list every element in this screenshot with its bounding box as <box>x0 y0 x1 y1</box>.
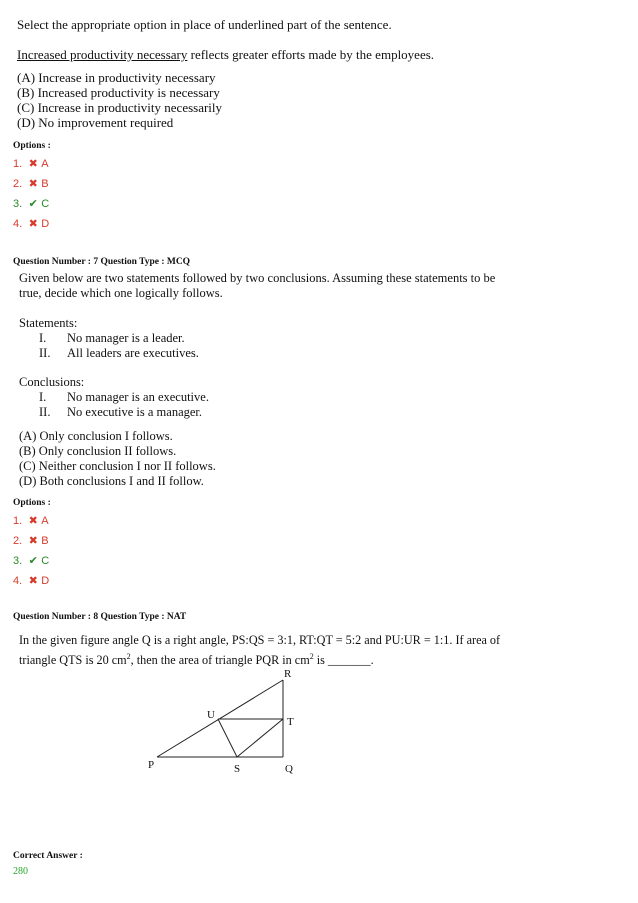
q7-statement-1: No manager is a leader. <box>67 331 185 345</box>
q8-line2-part-c: is <box>313 653 325 668</box>
option-letter: C <box>41 198 50 210</box>
option-letter: A <box>41 158 49 170</box>
cross-icon: ✖ <box>28 218 38 230</box>
q8-correct-answer-value: 280 <box>13 866 28 877</box>
q7-statement-2: All leaders are executives. <box>67 346 199 360</box>
option-letter: C <box>41 555 50 567</box>
check-icon: ✔ <box>28 198 38 210</box>
q6-choice-b: (B) Increased productivity is necessary <box>17 85 220 100</box>
label-t: T <box>287 716 294 728</box>
q8-line2-part-a: triangle QTS is 20 cm <box>19 653 127 668</box>
cross-icon: ✖ <box>28 158 38 170</box>
q8-text-line1: In the given figure angle Q is a right angle, PS:QS = 3:1, RT:QT = 5:2 and PU:UR = 1:1. If area of <box>19 633 501 647</box>
cross-icon: ✖ <box>28 535 38 547</box>
option-number: 1. <box>13 158 23 170</box>
q8-answer-blank: _______ <box>327 653 371 668</box>
check-icon: ✔ <box>28 555 38 567</box>
option-letter: B <box>41 535 49 547</box>
q7-statements-label: Statements: <box>19 316 78 330</box>
option-number: 3. <box>13 555 23 567</box>
label-q: Q <box>285 763 293 775</box>
option-number: 3. <box>13 198 23 210</box>
option-number: 2. <box>13 535 23 547</box>
q8-line2-end: . <box>370 653 374 668</box>
option-letter: D <box>41 575 50 587</box>
q7-statement-num-1: I. <box>39 331 47 345</box>
segment-st <box>237 719 283 757</box>
q6-underlined-part: Increased productivity necessary <box>17 47 188 62</box>
option-letter: A <box>41 515 49 527</box>
segment-us <box>218 719 237 757</box>
cross-icon: ✖ <box>28 575 38 587</box>
label-p: P <box>148 759 155 771</box>
option-number: 1. <box>13 515 23 527</box>
q7-choice-d: (D) Both conclusions I and II follow. <box>19 474 204 488</box>
q7-header: Question Number : 7 Question Type : MCQ <box>13 257 191 267</box>
q7-choice-c: (C) Neither conclusion I nor II follows. <box>19 459 216 473</box>
label-r: R <box>284 668 292 680</box>
q7-choice-a: (A) Only conclusion I follows. <box>19 429 173 443</box>
label-s: S <box>234 763 241 775</box>
cross-icon: ✖ <box>28 178 38 190</box>
q7-conclusion-num-1: I. <box>39 390 47 404</box>
q8-header: Question Number : 8 Question Type : NAT <box>13 612 187 622</box>
q7-text-line1: Given below are two statements followed by two conclusions. Assuming these statements to be <box>19 271 496 285</box>
q6-sentence-rest: reflects greater efforts made by the employees. <box>187 47 435 62</box>
option-number: 2. <box>13 178 23 190</box>
q8-correct-answer-label: Correct Answer : <box>13 851 83 861</box>
q7-text-line2: true, decide which one logically follows. <box>19 286 223 300</box>
q8-line2-part-b: , then the area of triangle PQR in cm <box>130 653 310 668</box>
q8-superscript-2: 2 <box>309 652 314 661</box>
label-u: U <box>207 709 215 721</box>
cross-icon: ✖ <box>28 515 38 527</box>
q6-options-label: Options : <box>13 141 51 151</box>
option-letter: B <box>41 178 49 190</box>
q6-instruction: Select the appropriate option in place of underlined part of the sentence. <box>17 17 392 32</box>
q7-conclusion-2: No executive is a manager. <box>67 405 203 419</box>
q7-conclusion-num-2: II. <box>39 405 51 419</box>
q7-conclusions-label: Conclusions: <box>19 375 85 389</box>
option-letter: D <box>41 218 50 230</box>
q7-statement-num-2: II. <box>39 346 51 360</box>
q7-conclusion-1: No manager is an executive. <box>67 390 209 404</box>
q7-choice-b: (B) Only conclusion II follows. <box>19 444 177 458</box>
q6-choice-d: (D) No improvement required <box>17 115 174 130</box>
option-number: 4. <box>13 575 23 587</box>
q7-options-label: Options : <box>13 498 51 508</box>
q6-choice-c: (C) Increase in productivity necessarily <box>17 100 223 115</box>
option-number: 4. <box>13 218 23 230</box>
q6-choice-a: (A) Increase in productivity necessary <box>17 70 216 85</box>
q8-superscript-1: 2 <box>126 652 131 661</box>
